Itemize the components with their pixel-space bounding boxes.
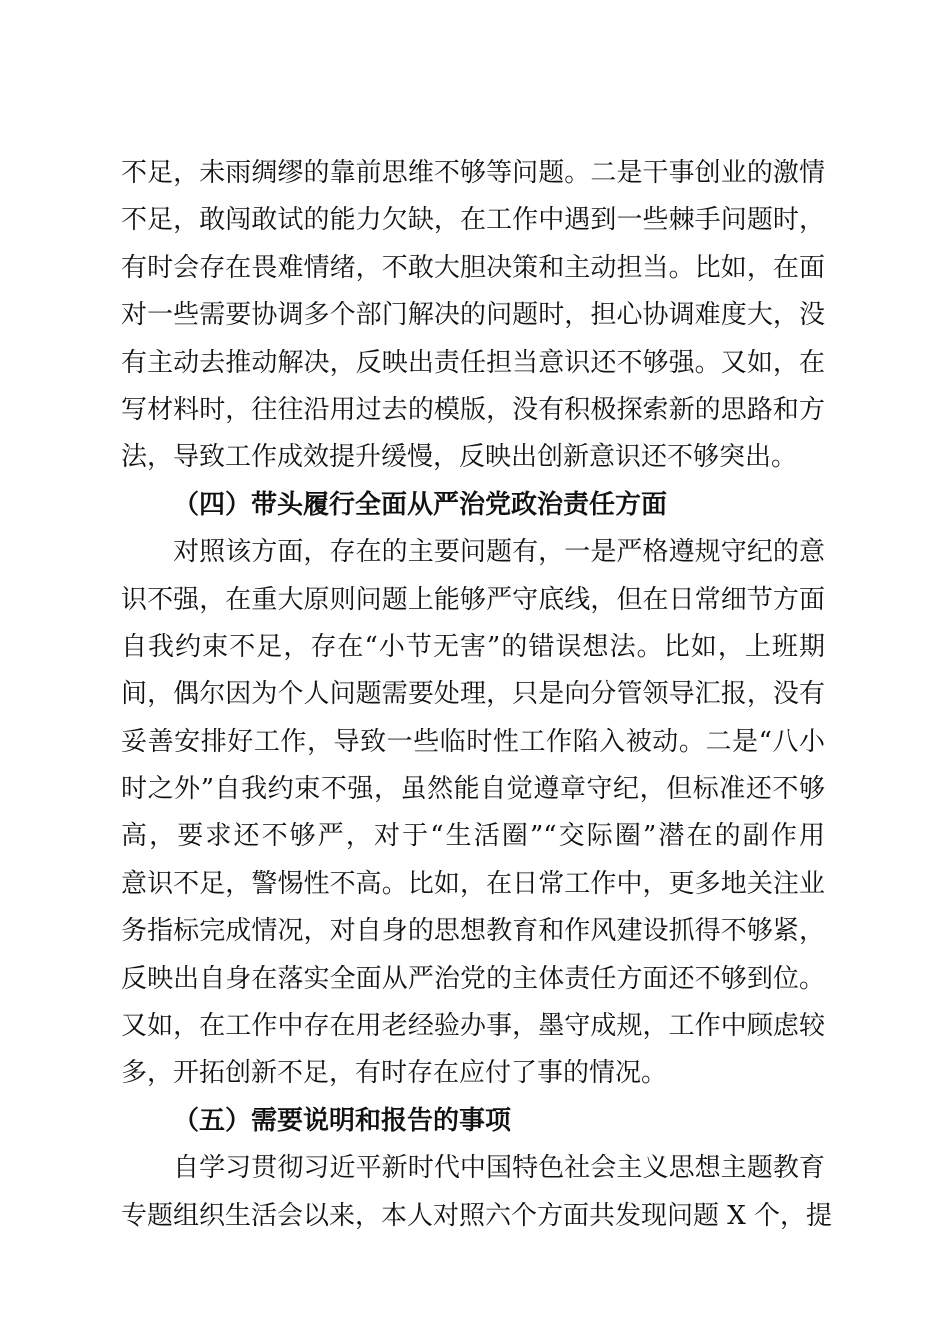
paragraph-line: 有时会存在畏难情绪，不敢大胆决策和主动担当。比如，在面 [121,252,825,283]
paragraph-line: 自学习贯彻习近平新时代中国特色社会主义思想主题教育 [173,1153,825,1184]
paragraph-line: 多，开拓创新不足，有时存在应付了事的情况。 [121,1058,668,1089]
paragraph-line: 高，要求还不够严，对于“生活圈”“交际圈”潜在的副作用 [121,821,825,852]
paragraph-line: 间，偶尔因为个人问题需要处理，只是向分管领导汇报，没有 [121,679,825,710]
paragraph-line: 务指标完成情况，对自身的思想教育和作风建设抓得不够紧， [121,916,825,947]
paragraph-line: 妥善安排好工作，导致一些临时性工作陷入被动。二是“八小 [121,726,825,757]
paragraph-line: 又如，在工作中存在用老经验办事，墨守成规，工作中顾虑较 [121,1011,825,1042]
paragraph-line: 识不强，在重大原则问题上能够严守底线，但在日常细节方面 [121,584,825,615]
paragraph-line: 写材料时，往往沿用过去的模版，没有积极探索新的思路和方 [121,394,825,425]
paragraph-line: 自我约束不足，存在“小节无害”的错误想法。比如，上班期 [121,631,825,662]
section-heading: （四）带头履行全面从严治党政治责任方面 [173,489,668,520]
paragraph-line: 对一些需要协调多个部门解决的问题时，担心协调难度大，没 [121,300,825,331]
document-body [121,150,833,1240]
paragraph-line: 时之外”自我约束不强，虽然能自觉遵章守纪，但标准还不够 [121,774,825,805]
paragraph-line: 意识不足，警惕性不高。比如，在日常工作中，更多地关注业 [121,868,825,899]
paragraph-line: 有主动去推动解决，反映出责任担当意识还不够强。又如，在 [121,347,825,378]
section-heading: （五）需要说明和报告的事项 [173,1105,512,1136]
paragraph-line: 不足，敢闯敢试的能力欠缺，在工作中遇到一些棘手问题时， [121,205,825,236]
paragraph-line: 法，导致工作成效提升缓慢，反映出创新意识还不够突出。 [121,442,798,473]
paragraph-line: 专题组织生活会以来，本人对照六个方面共发现问题 X 个，提 [121,1200,833,1231]
paragraph-line: 不足，未雨绸缪的靠前思维不够等问题。二是干事创业的激情 [121,158,825,188]
paragraph-line: 反映出自身在落实全面从严治党的主体责任方面还不够到位。 [121,963,825,994]
paragraph-line: 对照该方面，存在的主要问题有，一是严格遵规守纪的意 [173,537,825,568]
